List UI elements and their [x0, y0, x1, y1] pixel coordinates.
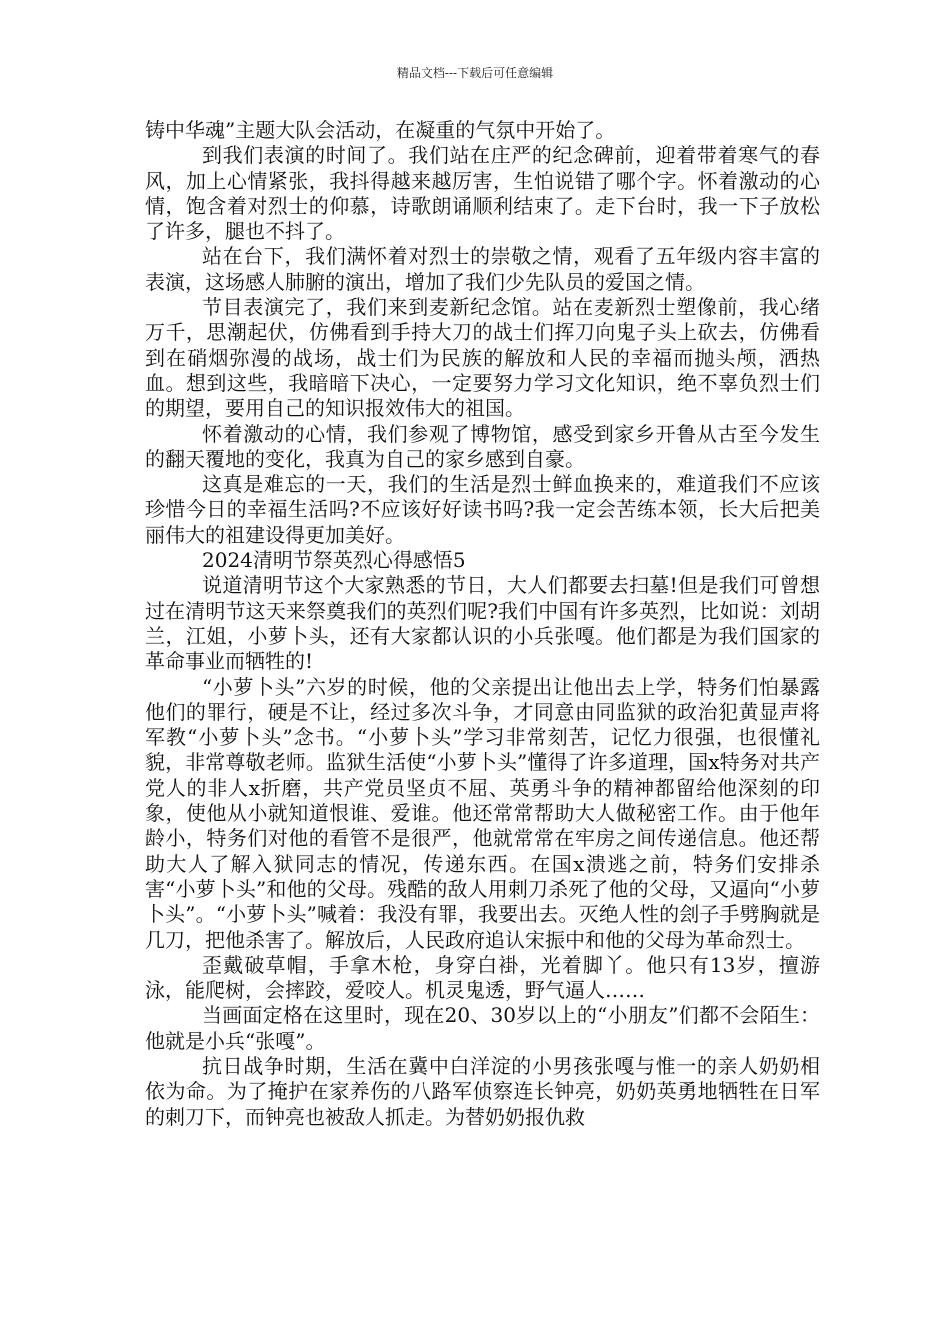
page-header: 精品文档---下载后可任意编辑	[396, 66, 554, 80]
paragraph: 怀着激动的心情，我们参观了博物馆，感受到家乡开鲁从古至今发生的翻天覆地的变化，我真为自己的家乡感到自豪。	[145, 421, 820, 471]
paragraph: 节目表演完了，我们来到麦新纪念馆。站在麦新烈士塑像前，我心绪万千，思潮起伏，仿佛看到手持大刀的战士们挥刀向鬼子头上砍去，仿佛看到在硝烟弥漫的战场，战士们为民族的解放和人民的幸福而抛头颅，洒热血。想到这些，我暗暗下决心，一定要努力学习文化知识，绝不辜负烈士们的期望，要用自己的知识报效伟大的祖国。	[145, 295, 820, 421]
document-body	[145, 118, 820, 1130]
paragraph: 歪戴破草帽，手拿木枪，身穿白褂，光着脚丫。他只有13岁，擅游泳，能爬树，会摔跤，爱咬人。机灵鬼透，野气逼人……	[145, 952, 820, 1003]
paragraph: 到我们表演的时间了。我们站在庄严的纪念碑前，迎着带着寒气的春风，加上心情紧张，我抖得越来越厉害，生怕说错了哪个字。怀着激动的心情，饱含着对烈士的仰慕，诗歌朗诵顺利结束了。走下台时，我一下子放松了许多，腿也不抖了。	[145, 143, 820, 244]
paragraph: 这真是难忘的一天，我们的生活是烈士鲜血换来的，难道我们不应该珍惜今日的幸福生活吗?不应该好好读书吗?我一定会苦练本领，长大后把美丽伟大的祖建设得更加美好。	[145, 472, 820, 547]
paragraph: 站在台下，我们满怀着对烈士的崇敬之情，观看了五年级内容丰富的表演，这场感人肺腑的演出，增加了我们少先队员的爱国之情。	[145, 244, 820, 294]
paragraph: “小萝卜头”六岁的时候，他的父亲提出让他出去上学，特务们怕暴露他们的罪行，硬是不让，经过多次斗争，才同意由同监狱的政治犯黄显声将军教“小萝卜头”念书。“小萝卜头”学习非常刻苦，记忆力很强，也很懂礼貌，非常尊敬老师。监狱生活使“小萝卜头”懂得了许多道理，国x特务对共产党人的非人x折磨，共产党员坚贞不屈、英勇斗争的精神都留给他深刻的印象，使他从小就知道恨谁、爱谁。他还常常帮助大人做秘密工作。由于他年龄小，特务们对他的看管不是很严，他就常常在牢房之间传递信息。他还帮助大人了解入狱同志的情况，传递东西。在国x溃逃之前，特务们安排杀害“小萝卜头”和他的父母。残酷的敌人用刺刀杀死了他的父母，又逼向“小萝卜头”。“小萝卜头”喊着：我没有罪，我要出去。灭绝人性的刽子手劈胸就是几刀，把他杀害了。解放后，人民政府追认宋振中和他的父母为革命烈士。	[145, 674, 820, 952]
paragraph: 当画面定格在这里时，现在20、30岁以上的“小朋友”们都不会陌生：他就是小兵“张嘎”。	[145, 1003, 820, 1053]
paragraph: 说道清明节这个大家熟悉的节日，大人们都要去扫墓!但是我们可曾想过在清明节这天来祭奠我们的英烈们呢?我们中国有许多英烈，比如说：刘胡兰，江姐，小萝卜头，还有大家都认识的小兵张嘎。他们都是为我们国家的革命事业而牺牲的!	[145, 573, 820, 674]
paragraph-continuation: 铸中华魂”主题大队会活动，在凝重的气氛中开始了。	[145, 118, 616, 142]
paragraph: 抗日战争时期，生活在冀中白洋淀的小男孩张嘎与惟一的亲人奶奶相依为命。为了掩护在家养伤的八路军侦察连长钟亮，奶奶英勇地牺牲在日军的刺刀下，而钟亮也被敌人抓走。为替奶奶报仇救	[145, 1053, 820, 1129]
section-heading: 2024清明节祭英烈心得感悟5	[202, 548, 466, 573]
